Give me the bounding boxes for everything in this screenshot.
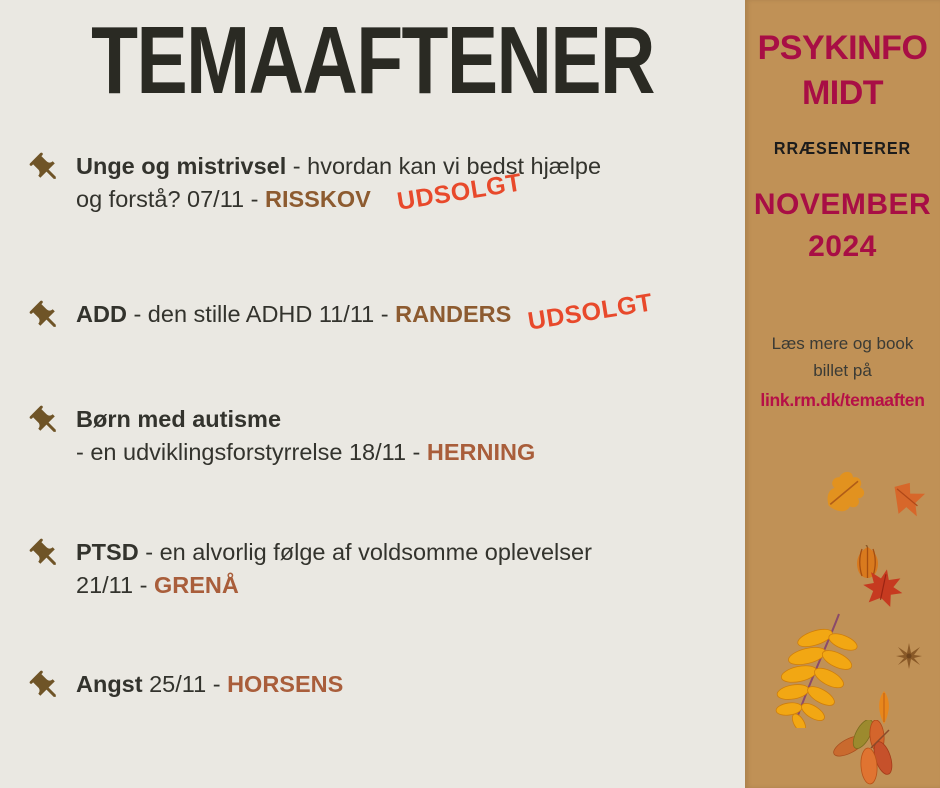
event-city: HERNING <box>426 439 536 465</box>
event-text <box>76 288 655 336</box>
oak-leaf-icon <box>819 470 871 518</box>
event-topic: Unge og mistrivsel <box>76 153 287 179</box>
booking-info <box>745 330 940 414</box>
event-city: RISSKOV <box>265 186 371 212</box>
event-text <box>76 403 535 469</box>
event-description: - en udviklingsforstyrrelse 18/11 - <box>76 439 427 465</box>
pushpin-icon <box>28 404 63 439</box>
event-text <box>76 150 601 216</box>
pushpin-icon <box>28 299 63 334</box>
booking-info-line2: billet på <box>813 361 872 380</box>
small-orange-leaf-icon <box>874 690 894 726</box>
brand-line2: MIDT <box>801 74 884 112</box>
booking-info-line1: Læs mere og book <box>771 334 914 353</box>
soldout-badge: UDSOLGT <box>526 288 655 336</box>
event-topic: PTSD <box>76 539 139 565</box>
maple-fragment-leaf-icon <box>889 481 931 519</box>
brand-title <box>745 26 940 116</box>
event-topic: Angst <box>76 671 143 697</box>
event-row-add <box>28 288 655 336</box>
event-city: HORSENS <box>227 671 344 697</box>
event-description: 21/11 - <box>76 572 154 598</box>
pushpin-icon <box>28 537 63 572</box>
star-anise-icon <box>894 641 924 671</box>
physalis-fruit-icon <box>854 545 881 579</box>
event-row-unge-og-mistrivsel <box>28 150 601 216</box>
event-description: - en alvorlig følge af voldsomme oplevelser <box>138 539 592 565</box>
event-description: - den stille ADHD 11/11 - <box>126 301 396 327</box>
event-description: og forstå? 07/11 - <box>76 186 265 212</box>
soldout-badge: UDSOLGT <box>394 168 524 216</box>
event-description: - hvordan kan vi bedst hjælpe <box>286 153 602 179</box>
event-description: 25/11 - <box>142 671 228 697</box>
page-title: TEMAAFTENER <box>91 7 654 114</box>
booking-link[interactable]: link.rm.dk/temaaften <box>760 390 925 410</box>
event-row-angst <box>28 668 343 704</box>
event-city: GRENÅ <box>153 572 239 598</box>
red-maple-leaf-icon <box>861 568 905 608</box>
sidebar <box>745 0 940 788</box>
creeper-leaf-icon <box>831 720 911 788</box>
event-topic: Børn med autisme <box>76 406 282 432</box>
month-label <box>745 184 940 268</box>
pushpin-icon <box>28 669 63 704</box>
presents-label: RRÆSENTERER <box>773 138 912 158</box>
event-text <box>76 536 592 602</box>
pushpin-icon <box>28 151 63 186</box>
event-row-ptsd <box>28 536 592 602</box>
event-topic: ADD <box>76 301 127 327</box>
event-city: RANDERS <box>395 301 512 327</box>
brand-line1: PSYKINFO <box>757 29 928 67</box>
event-row-born-med-autisme <box>28 403 535 469</box>
month-line2: 2024 <box>808 230 877 263</box>
month-line1: NOVEMBER <box>753 188 932 221</box>
rowan-leaf-icon <box>769 612 861 728</box>
event-text <box>76 668 343 701</box>
